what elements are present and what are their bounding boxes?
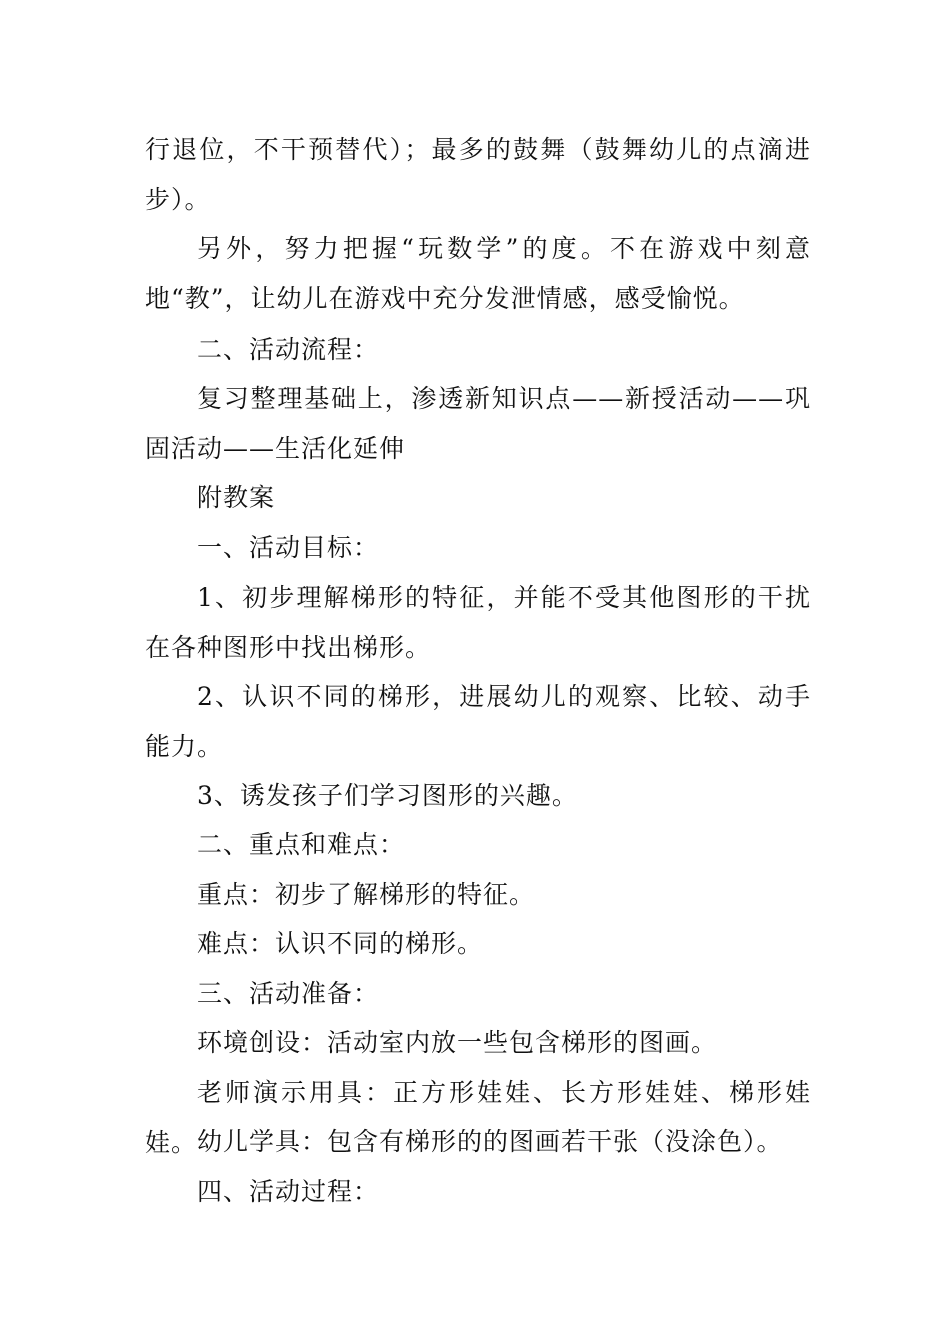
preparation-teacher-tools: 老师演示用具：正方形娃娃、长方形娃娃、梯形娃娃。 [145, 1078, 811, 1157]
heading-key-points: 二、重点和难点： [197, 830, 406, 859]
goal-item-3: 3、诱发孩子们学习图形的兴趣。 [197, 781, 578, 810]
heading-activity-goals: 一、活动目标： [197, 533, 380, 562]
preparation-child-materials: 幼儿学具：包含有梯形的的图画若干张（没涂色）。 [197, 1127, 783, 1156]
paragraph-activity-flow: 复习整理基础上，渗透新知识点——新授活动——巩固活动——生活化延伸 [145, 384, 811, 463]
key-point: 重点：初步了解梯形的特征。 [197, 880, 536, 909]
goal-item-2: 2、认识不同的梯形，进展幼儿的观察、比较、动手能力。 [145, 682, 811, 761]
heading-lesson-plan: 附教案 [197, 483, 276, 512]
difficult-point: 难点：认识不同的梯形。 [197, 929, 484, 958]
heading-activity-process: 四、活动过程： [197, 1177, 380, 1206]
preparation-environment: 环境创设：活动室内放一些包含梯形的图画。 [197, 1028, 718, 1057]
heading-activity-preparation: 三、活动准备： [197, 979, 380, 1008]
goal-item-1: 1、初步理解梯形的特征，并能不受其他图形的干扰在各种图形中找出梯形。 [145, 583, 811, 662]
paragraph-play-math: 另外，努力把握“玩数学”的度。不在游戏中刻意地“教”，让幼儿在游戏中充分发泄情感，感受愉悦。 [145, 234, 811, 313]
paragraph-continuation: 行退位，不干预替代）；最多的鼓舞（鼓舞幼儿的点滴进步）。 [145, 135, 811, 214]
heading-activity-flow: 二、活动流程： [197, 335, 380, 364]
